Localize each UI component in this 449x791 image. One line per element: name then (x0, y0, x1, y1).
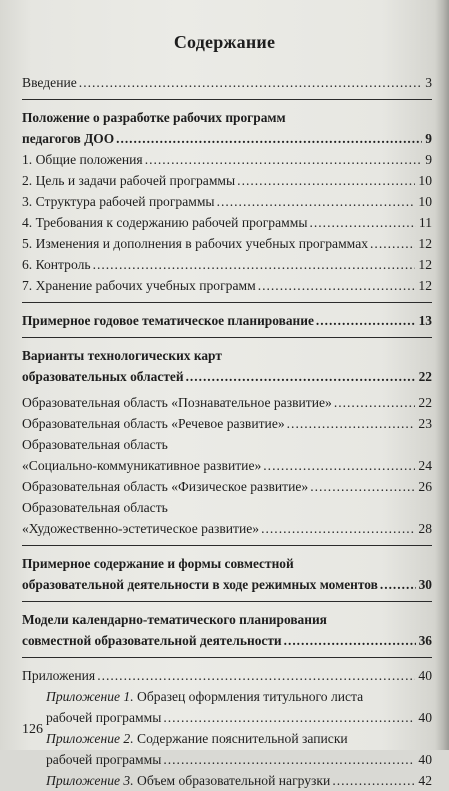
page-ref: 11 (418, 215, 432, 230)
toc-entry-intro[interactable]: Введение ..... 3 (22, 72, 432, 93)
leader-dots (97, 665, 415, 686)
divider (22, 337, 432, 338)
page-ref: 26 (418, 479, 432, 494)
page-ref: 3 (425, 75, 432, 90)
page-edge-shadow (435, 0, 449, 750)
appendix-label: Приложение 1. (46, 689, 134, 704)
leader-dots (287, 413, 416, 434)
toc-entry-3[interactable]: 3. Структура рабочей программы ..... 10 (22, 191, 432, 212)
page-ref: 22 (418, 395, 432, 410)
divider (22, 99, 432, 100)
toc-entry-appendix-1[interactable]: Приложение 1. Образец оформления титульного листа рабочей программы ..... 40 (22, 686, 432, 728)
divider (22, 545, 432, 546)
page-ref: 23 (418, 416, 432, 431)
leader-dots (284, 630, 416, 651)
toc-section-models[interactable]: Модели календарно-тематического планирования совместной образовательной деятельности ..... 36 (22, 609, 432, 651)
leader-dots (163, 749, 415, 770)
leader-dots (79, 72, 422, 93)
toc-entry-4[interactable]: 4. Требования к содержанию рабочей программы ..... 11 (22, 212, 432, 233)
toc-entry-6[interactable]: 6. Контроль ..... 12 (22, 254, 432, 275)
page-ref: 40 (418, 668, 432, 683)
page-ref: 10 (418, 173, 432, 188)
page-ref: 13 (418, 313, 432, 328)
leader-dots (332, 770, 415, 791)
table-of-contents (22, 72, 432, 791)
appendix-label: Приложение 3. (46, 773, 134, 788)
toc-entry-speech[interactable]: Образовательная область «Речевое развитие» ..... 23 (22, 413, 432, 434)
toc-entry-appendix-3[interactable]: Приложение 3. Объем образовательной нагрузки ..... 42 (22, 770, 432, 791)
toc-section-regulation[interactable]: Положение о разработке рабочих программ педагогов ДОО ..... 9 (22, 107, 432, 149)
page-ref: 12 (418, 236, 432, 251)
toc-section-content[interactable]: Примерное содержание и формы совместной образовательной деятельности в ходе режимных моментов ..... 30 (22, 553, 432, 595)
toc-entry-7[interactable]: 7. Хранение рабочих учебных программ ..... 12 (22, 275, 432, 296)
page-ref: 42 (418, 773, 432, 788)
divider (22, 601, 432, 602)
page-ref: 22 (418, 369, 432, 384)
toc-entry-1[interactable]: 1. Общие положения ..... 9 (22, 149, 432, 170)
toc-entry-appendices[interactable]: Приложения ..... 40 (22, 665, 432, 686)
page-ref: 10 (418, 194, 432, 209)
leader-dots (237, 170, 415, 191)
toc-section-maps[interactable]: Варианты технологических карт образовательных областей ..... 22 (22, 345, 432, 387)
page-ref: 12 (418, 257, 432, 272)
leader-dots (334, 392, 416, 413)
page-ref: 9 (425, 152, 432, 167)
leader-dots (316, 310, 416, 331)
page-number: 126 (22, 722, 43, 737)
leader-dots (93, 254, 416, 275)
page-ref: 40 (418, 710, 432, 725)
page-ref: 9 (425, 131, 432, 146)
toc-entry-social[interactable]: Образовательная область «Социально-коммуникативное развитие» ..... 24 (22, 434, 432, 476)
leader-dots (258, 275, 416, 296)
page-ref: 30 (418, 577, 432, 592)
leader-dots (263, 455, 415, 476)
section-title-line-1: Положение о разработке рабочих программ (22, 110, 286, 125)
leader-dots (309, 212, 415, 233)
page-ref: 24 (418, 458, 432, 473)
leader-dots (163, 707, 415, 728)
leader-dots (370, 233, 415, 254)
leader-dots (261, 518, 415, 539)
leader-dots (380, 574, 416, 595)
leader-dots (217, 191, 416, 212)
toc-entry-5[interactable]: 5. Изменения и дополнения в рабочих учебных программах ..... 12 (22, 233, 432, 254)
page-ref: 40 (418, 752, 432, 767)
toc-entry-artistic[interactable]: Образовательная область «Художественно-эстетическое развитие» ..... 28 (22, 497, 432, 539)
leader-dots (116, 128, 422, 149)
page-ref: 12 (418, 278, 432, 293)
page-ref: 28 (418, 521, 432, 536)
page-ref: 36 (418, 633, 432, 648)
toc-entry-cognitive[interactable]: Образовательная область «Познавательное развитие» ..... 22 (22, 392, 432, 413)
toc-entry-appendix-2[interactable]: Приложение 2. Содержание пояснительной записки рабочей программы ..... 40 (22, 728, 432, 770)
leader-dots (186, 366, 416, 387)
toc-section-plan[interactable]: Примерное годовое тематическое планирование ..... 13 (22, 310, 432, 331)
toc-entry-physical[interactable]: Образовательная область «Физическое развитие» ..... 26 (22, 476, 432, 497)
toc-entry-2[interactable]: 2. Цель и задачи рабочей программы ..... 10 (22, 170, 432, 191)
divider (22, 657, 432, 658)
leader-dots (145, 149, 423, 170)
divider (22, 302, 432, 303)
appendix-label: Приложение 2. (46, 731, 134, 746)
page-title: Содержание (173, 32, 276, 52)
leader-dots (310, 476, 415, 497)
